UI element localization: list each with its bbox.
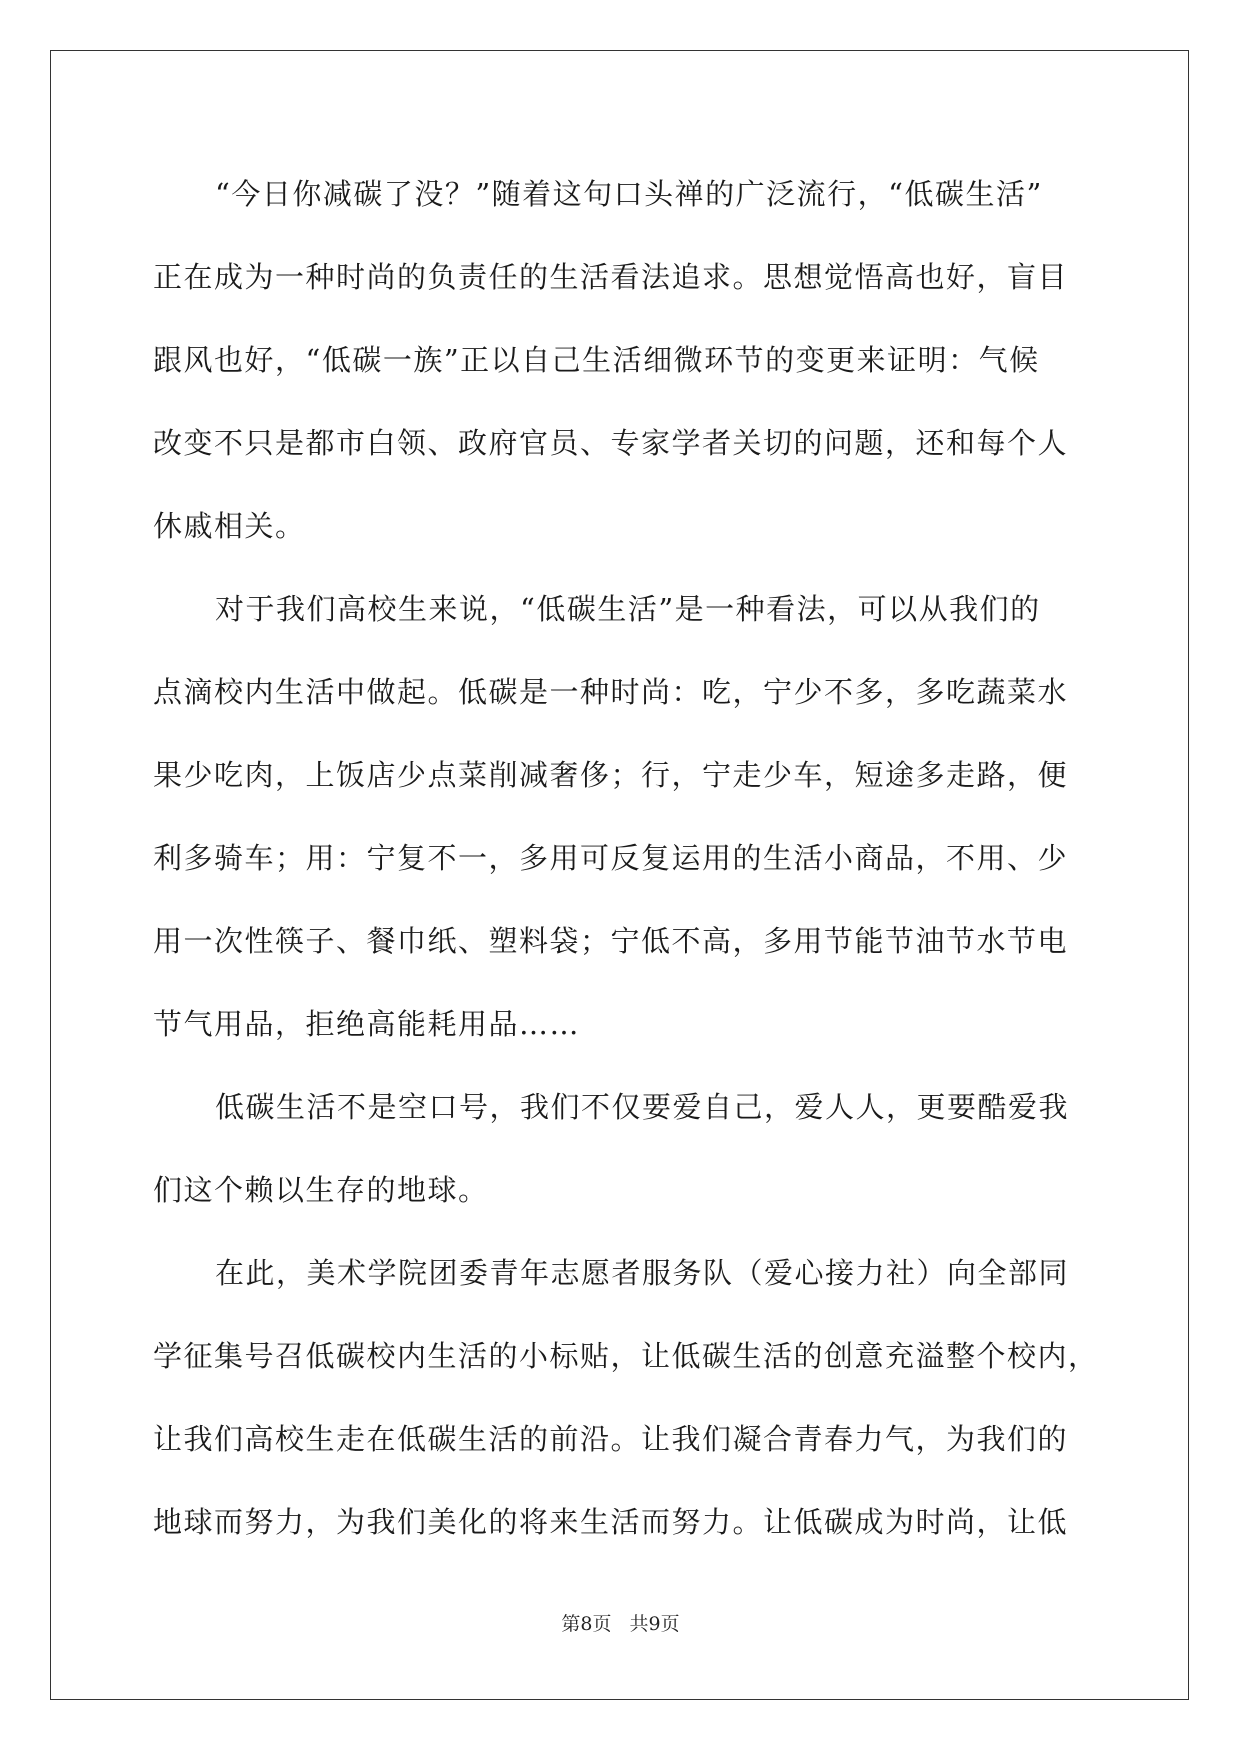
document-body xyxy=(153,153,1099,1564)
page-footer xyxy=(0,1612,1241,1636)
text-line: 们这个赖以生存的地球。 xyxy=(153,1173,489,1207)
text-line: 果少吃肉，上饭店少点菜削减奢侈；行，宁走少车，短途多走路，便 xyxy=(153,758,1069,792)
text-line: 节气用品，拒绝高能耗用品…… xyxy=(153,1007,581,1041)
text-line: 休戚相关。 xyxy=(153,509,306,543)
text-line: 利多骑车；用：宁复不一，多用可反复运用的生活小商品，不用、少 xyxy=(153,841,1069,875)
text-line: 低碳生活不是空口号，我们不仅要爱自己，爱人人，更要酷爱我 xyxy=(215,1090,1070,1124)
text-line: 点滴校内生活中做起。低碳是一种时尚：吃，宁少不多，多吃蔬菜水 xyxy=(153,675,1069,709)
text-line: 改变不只是都市白领、政府官员、专家学者关切的问题，还和每个人 xyxy=(153,426,1069,460)
text-line: “今日你减碳了没？”随着这句口头禅的广泛流行，“低碳生活” xyxy=(215,177,1043,211)
text-line: 让我们高校生走在低碳生活的前沿。让我们凝合青春力气，为我们的 xyxy=(153,1422,1069,1456)
text-line: 学征集号召低碳校内生活的小标贴，让低碳生活的创意充溢整个校内， xyxy=(153,1339,1099,1373)
text-line: 地球而努力，为我们美化的将来生活而努力。让低碳成为时尚，让低 xyxy=(153,1505,1069,1539)
page-number: 第8页 xyxy=(561,1613,612,1635)
text-line: 对于我们高校生来说，“低碳生活”是一种看法，可以从我们的 xyxy=(215,592,1041,626)
text-line: 在此，美术学院团委青年志愿者服务队（爱心接力社）向全部同 xyxy=(215,1256,1070,1290)
text-line: 用一次性筷子、餐巾纸、塑料袋；宁低不高，多用节能节油节水节电 xyxy=(153,924,1069,958)
text-line: 正在成为一种时尚的负责任的生活看法追求。思想觉悟高也好，盲目 xyxy=(153,260,1069,294)
text-line: 跟风也好，“低碳一族”正以自己生活细微环节的变更来证明：气候 xyxy=(153,343,1040,377)
page-total: 共9页 xyxy=(629,1613,680,1635)
